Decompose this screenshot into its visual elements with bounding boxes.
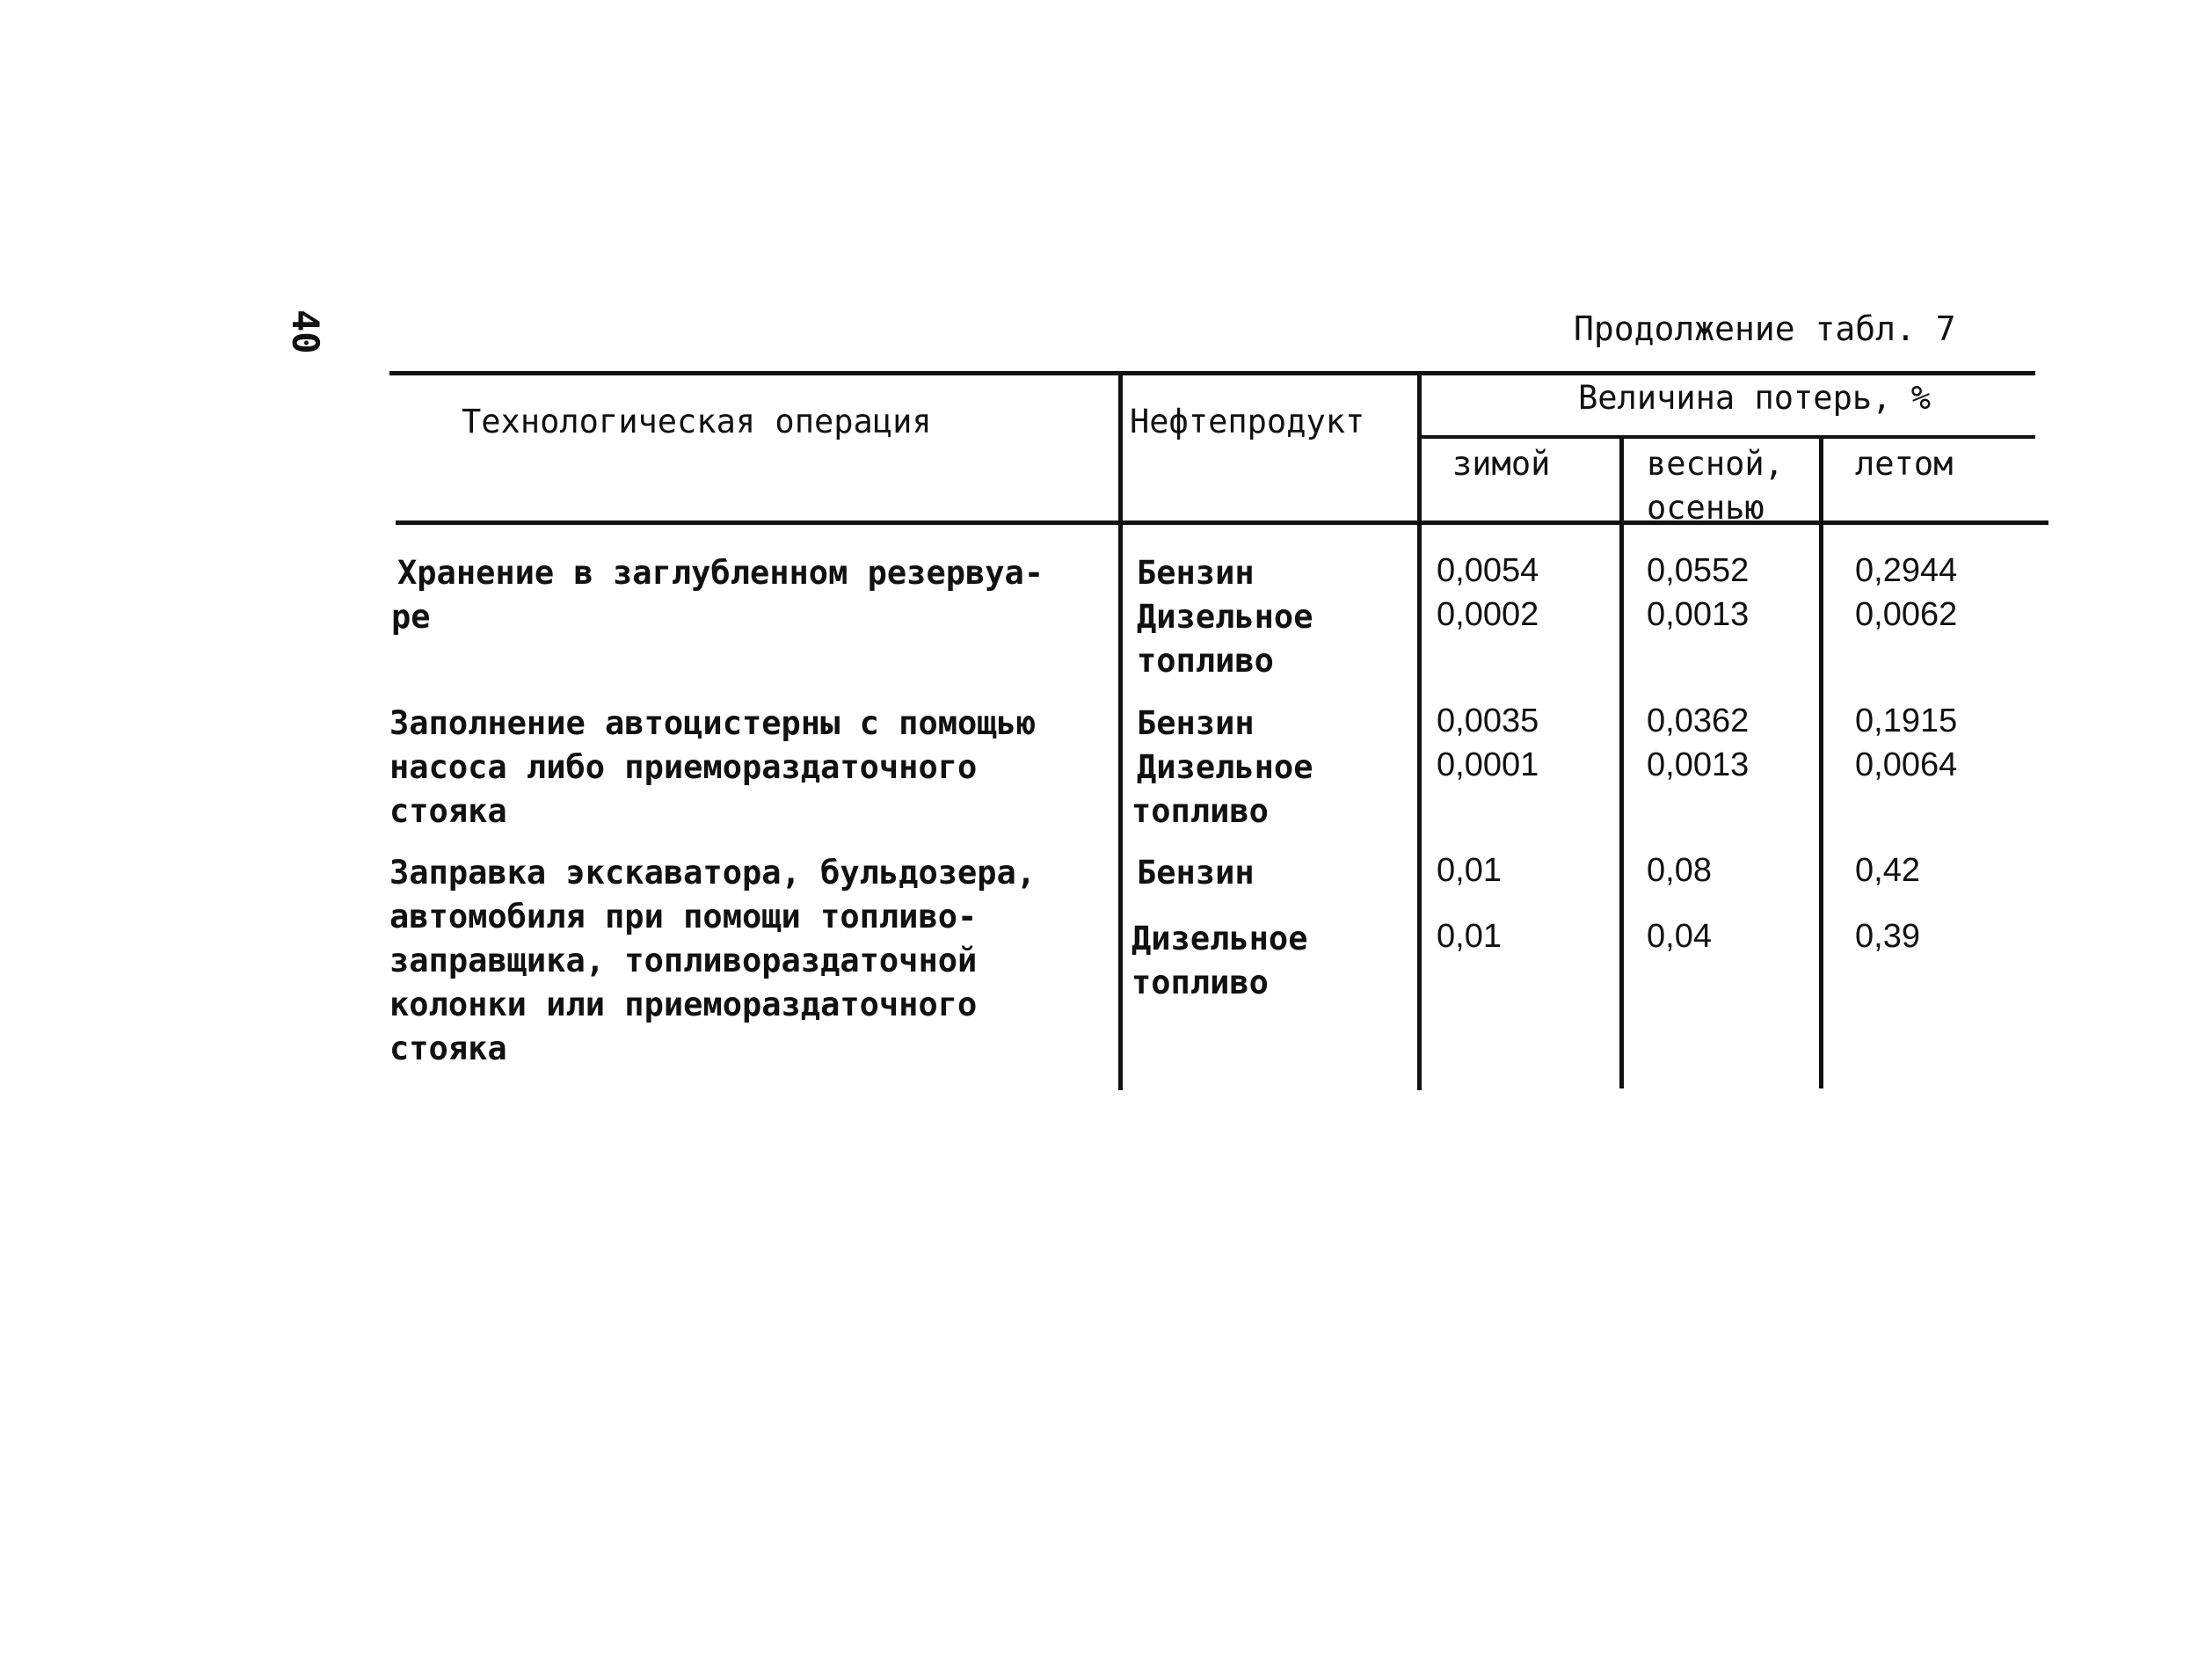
value-winter: 0,01 <box>1437 852 1502 889</box>
value-spring-autumn: 0,08 <box>1647 852 1712 889</box>
product-name: Дизельное <box>1137 748 1313 786</box>
product-name: Дизельное <box>1137 598 1313 636</box>
value-winter: 0,0054 <box>1437 552 1539 589</box>
column-divider-summer <box>1819 437 1823 1088</box>
value-summer: 0,0064 <box>1855 746 1958 783</box>
column-divider-spring <box>1619 437 1624 1088</box>
operation-line: стояка <box>389 1030 507 1067</box>
value-winter: 0,0001 <box>1437 746 1539 783</box>
product-name: топливо <box>1131 792 1269 830</box>
header-operation: Технологическая операция <box>462 403 932 440</box>
value-summer: 0,39 <box>1855 918 1920 955</box>
operation-line: заправщика, топливораздаточной <box>389 942 978 979</box>
product-name: топливо <box>1131 964 1269 1001</box>
operation-line: автомобиля при помощи топливо- <box>389 898 978 935</box>
product-name: Бензин <box>1137 704 1255 742</box>
table-top-rule <box>389 371 2035 375</box>
operation-line: насоса либо приемораздаточного <box>389 748 978 786</box>
product-name: Бензин <box>1137 554 1255 592</box>
value-spring-autumn: 0,0013 <box>1647 596 1750 633</box>
header-product: Нефтепродукт <box>1130 403 1365 440</box>
header-bottom-rule <box>396 520 2048 525</box>
header-spring-autumn-line2: осенью <box>1647 489 1765 527</box>
value-spring-autumn: 0,0552 <box>1647 552 1750 589</box>
header-summer: летом <box>1855 445 1954 483</box>
value-summer: 0,0062 <box>1855 596 1958 633</box>
value-spring-autumn: 0,0013 <box>1647 746 1750 783</box>
product-name: топливо <box>1137 642 1274 680</box>
header-winter: зимой <box>1452 445 1551 483</box>
value-winter: 0,0035 <box>1437 702 1539 739</box>
operation-line: Заполнение автоцистерны с помощью <box>389 704 1037 742</box>
value-spring-autumn: 0,0362 <box>1647 702 1750 739</box>
header-spring-autumn-line1: весной, <box>1647 445 1784 483</box>
value-spring-autumn: 0,04 <box>1647 918 1712 955</box>
header-loss: Величина потерь, % <box>1578 379 1931 417</box>
operation-line: Заправка экскаватора, бульдозера, <box>389 854 1037 892</box>
table-continuation-caption: Продолжение табл. 7 <box>1574 309 1956 348</box>
operation-line: колонки или приемораздаточного <box>389 986 978 1023</box>
column-divider-winter <box>1417 371 1422 1090</box>
operation-line: стояка <box>389 792 507 830</box>
value-winter: 0,01 <box>1437 918 1502 955</box>
value-summer: 0,2944 <box>1855 552 1958 589</box>
product-name: Бензин <box>1137 854 1255 892</box>
page-number: 40 <box>284 309 327 354</box>
value-summer: 0,1915 <box>1855 702 1958 739</box>
loss-header-rule <box>1417 435 2035 439</box>
operation-line: Хранение в заглубленном резервуа- <box>397 554 1044 592</box>
value-summer: 0,42 <box>1855 852 1920 889</box>
column-divider-product <box>1118 371 1123 1090</box>
product-name: Дизельное <box>1131 920 1308 957</box>
operation-line: ре <box>391 598 431 636</box>
value-winter: 0,0002 <box>1437 596 1539 633</box>
